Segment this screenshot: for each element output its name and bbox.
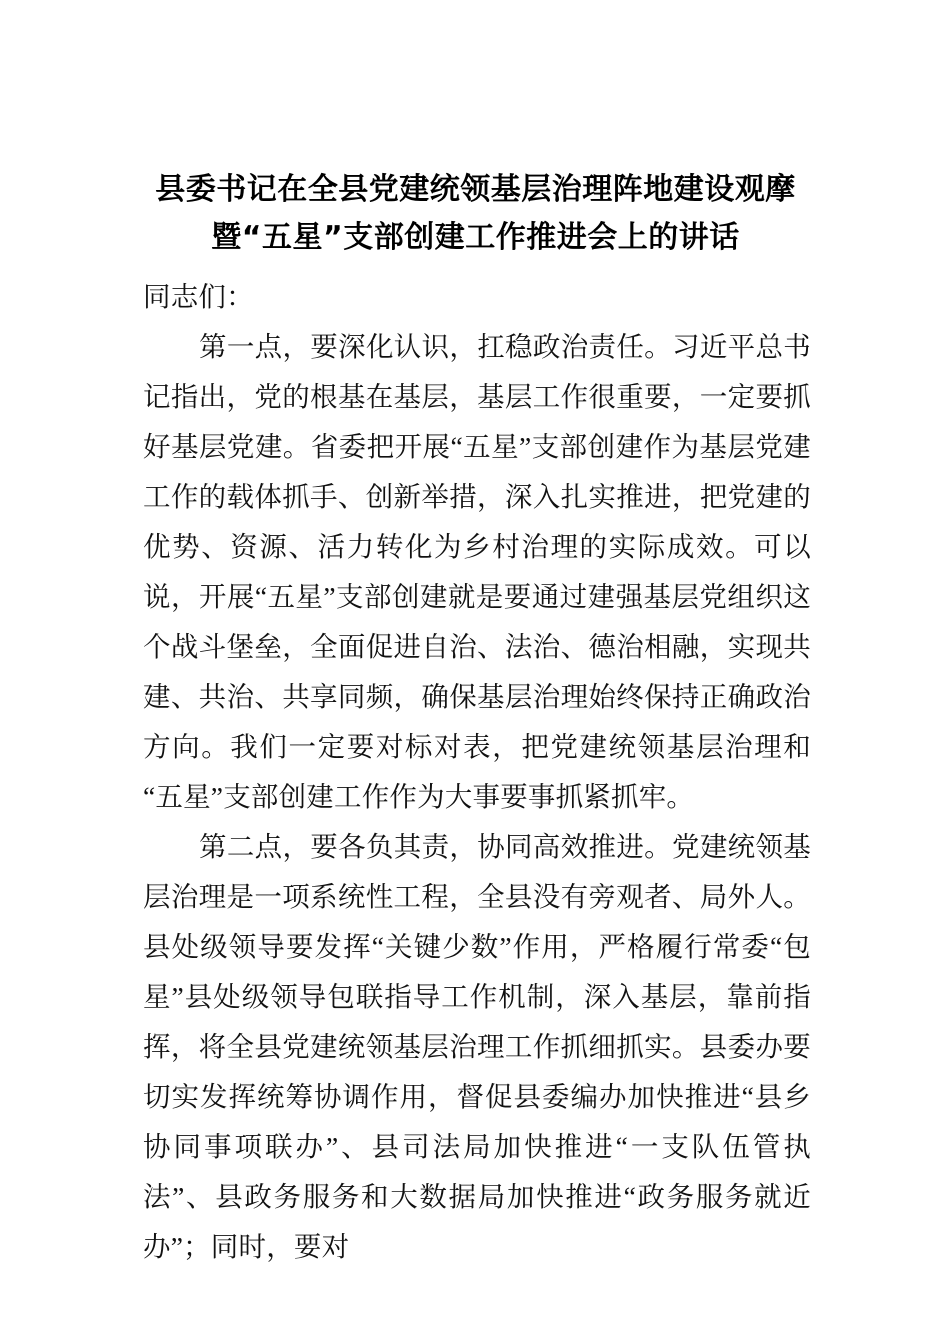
document-body — [143, 272, 811, 1272]
body-paragraph-1: 第一点，要深化认识，扛稳政治责任。习近平总书记指出，党的根基在基层，基层工作很重要，一定要抓好基层党建。省委把开展“五星”支部创建作为基层党建工作的载体抓手、创新举措，深入扎实推进，把党建的优势、资源、活力转化为乡村治理的实际成效。可以说，开展“五星”支部创建就是要通过建强基层党组织这个战斗堡垒，全面促进自治、法治、德治相融，实现共建、共治、共享同频，确保基层治理始终保持正确政治方向。我们一定要对标对表，把党建统领基层治理和“五星”支部创建工作作为大事要事抓紧抓牢。 — [143, 331, 811, 812]
salutation-line: 同志们： — [143, 281, 254, 312]
body-paragraph-2: 第二点，要各负其责，协同高效推进。党建统领基层治理是一项系统性工程，全县没有旁观者、局外人。县处级领导要发挥“关键少数”作用，严格履行常委“包星”县处级领导包联指导工作机制，深入基层，靠前指挥，将全县党建统领基层治理工作抓细抓实。县委办要切实发挥统筹协调作用，督促县委编办加快推进“县乡协同事项联办”、县司法局加快推进“一支队伍管执法”、县政务服务和大数据局加快推进“政务服务就近办”；同时，要对 — [143, 831, 811, 1262]
document-title: 县委书记在全县党建统领基层治理阵地建设观摩暨“五星”支部创建工作推进会上的讲话 — [155, 172, 796, 256]
